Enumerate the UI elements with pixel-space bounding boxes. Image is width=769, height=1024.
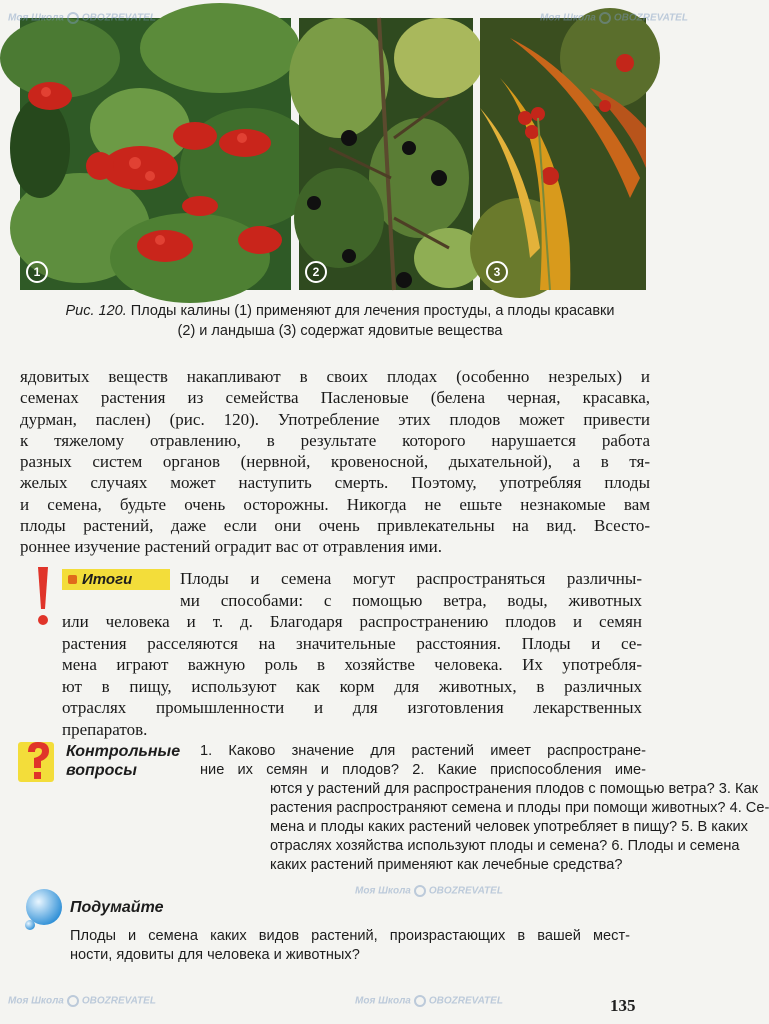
summary-line: ют в пищу, используют как корм для животных, в различных <box>62 676 642 696</box>
caption-prefix: Рис. 120. <box>65 303 127 319</box>
watermark: Моя Школа OBOZREVATEL <box>8 12 156 24</box>
summary-line: отраслях промышленности и для изготовления лекарственных <box>62 698 642 717</box>
caption-line-2: (2) и ландыша (3) содержат ядовитые вещества <box>177 323 503 339</box>
questions-line: ние их семян и плодов? 2. Какие приспособления име- <box>200 762 646 778</box>
questions-line: мена и плоды каких растений человек употребляет в пищу? 5. В каких <box>270 819 748 835</box>
question-icon <box>18 738 58 784</box>
questions-line: 1. Каково значение для растений имеет распростране- <box>200 743 646 759</box>
summary-tag: Итоги <box>62 569 170 590</box>
questions-line: растения распространяют семена и плоды при помощи животных? 4. Се- <box>270 800 769 816</box>
exclamation-icon <box>30 565 56 629</box>
photo-number-3: 3 <box>486 261 508 283</box>
body-line: ядовитых веществ накапливают в своих плодах (особенно незрелых) и <box>20 367 650 386</box>
body-line: желых случаях может наступить смерть. Поэтому, употребляя плоды <box>20 473 650 493</box>
figure-caption <box>20 301 660 341</box>
photo-number-2: 2 <box>305 261 327 283</box>
watermark: Моя Школа OBOZREVATEL <box>355 995 503 1007</box>
questions-title <box>66 742 201 780</box>
think-line: ности, ядовиты для человека и животных? <box>70 947 360 963</box>
body-paragraph <box>20 366 650 558</box>
body-line: к тяжелому отравлению, в результате которого нарушается работа <box>20 430 650 450</box>
photo-number-1: 1 <box>26 261 48 283</box>
summary-line: растения расселяются на значительные расстояния. Плоды и се- <box>62 633 642 653</box>
think-line: Плоды и семена каких видов растений, произрастающих в вашей мест- <box>70 928 630 944</box>
body-line: и семена, будьте очень осторожны. Никогда не ешьте незнакомые вам <box>20 494 650 514</box>
body-line: роннее изучение растений оградит вас от отравления ими. <box>20 537 442 557</box>
summary-line: или человека и т. д. Благодаря распространению плодов и семян <box>62 612 642 631</box>
summary-line: Плоды и семена могут распространяться различны- <box>180 569 642 588</box>
body-line: семенах растения из семейства Пасленовые (белена черная, красавка, <box>20 388 650 408</box>
photo-lily-of-the-valley <box>480 18 646 290</box>
summary-line: мена играют важную роль в хозяйстве человека. Их употребля- <box>62 655 642 674</box>
watermark: Моя Школа OBOZREVATEL <box>8 995 156 1007</box>
think-question <box>70 927 630 965</box>
photo-belladonna <box>299 18 473 290</box>
body-line: плоды растений, даже если они очень привлекательны на вид. Всесто- <box>20 516 650 536</box>
questions-title-line-2: вопросы <box>66 762 137 779</box>
page-number: 135 <box>610 996 636 1015</box>
photo-viburnum <box>20 18 291 290</box>
questions-title-line-1: Контрольные <box>66 743 181 760</box>
questions-list <box>200 742 769 875</box>
watermark: Моя Школа OBOZREVATEL <box>540 12 688 24</box>
body-line: разных систем органов (нервной, кровеносной, дыхательной), а в тя- <box>20 452 650 472</box>
questions-line: ются у растений для распространения плодов с помощью ветра? 3. Как <box>270 781 759 797</box>
watermark: Моя Школа OBOZREVATEL <box>355 885 503 897</box>
summary-block <box>62 568 642 740</box>
questions-line: отраслях хозяйства используют плоды и семена? 6. Плоды и семена <box>270 838 740 854</box>
think-title: Подумайте <box>70 899 164 916</box>
body-line: дурман, паслен) (рис. 120). Употребление этих плодов может привести <box>20 409 650 429</box>
summary-line: ми способами: с помощью ветра, воды, животных <box>180 590 642 610</box>
think-bubble-icon <box>20 885 64 933</box>
caption-line-1: Плоды калины (1) применяют для лечения простуды, а плоды красавки <box>126 303 615 319</box>
summary-line: препаратов. <box>62 719 148 739</box>
questions-line: каких растений применяют как лечебные средства? <box>270 857 623 873</box>
